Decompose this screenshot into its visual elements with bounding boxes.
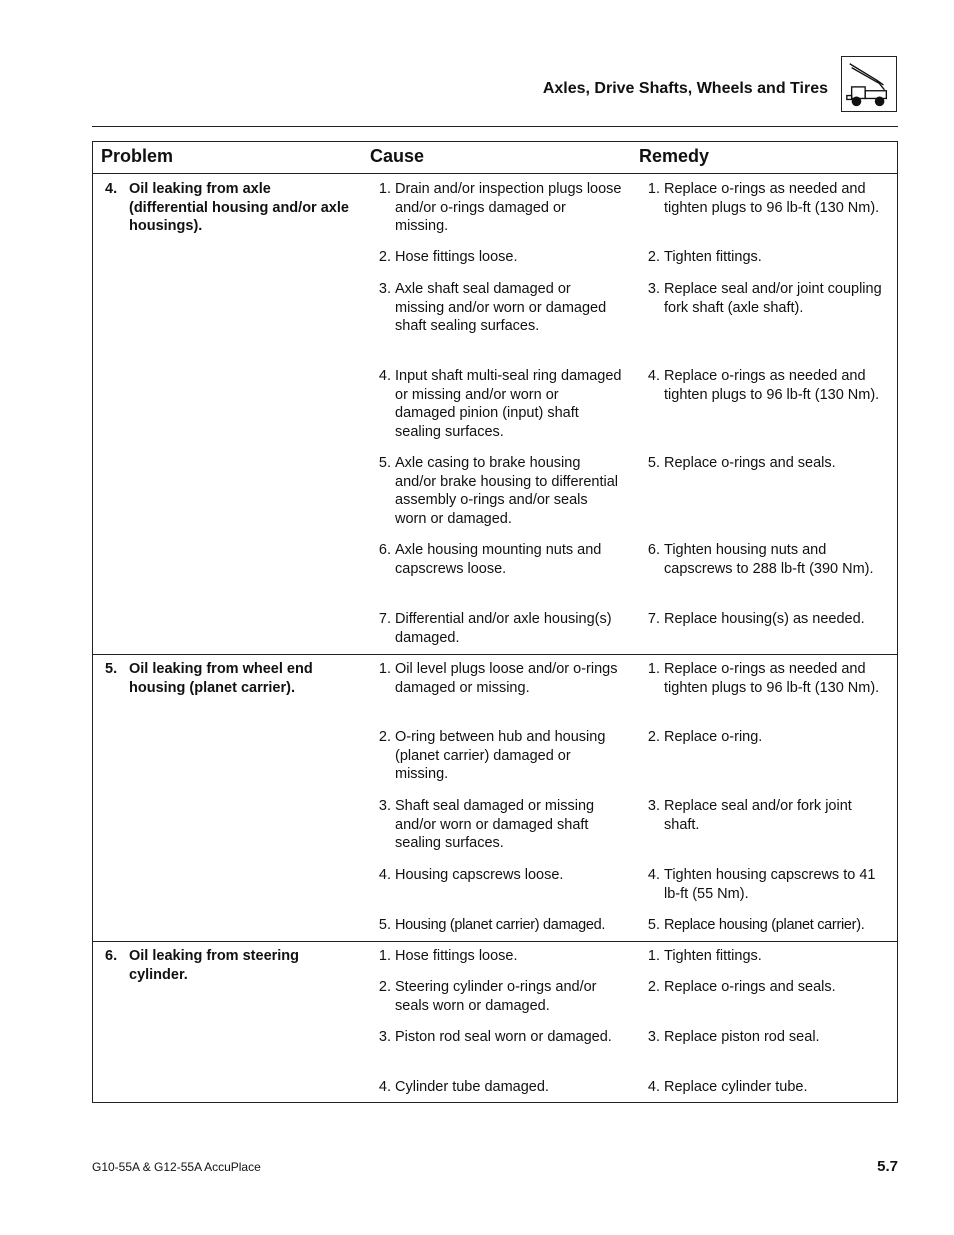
section-title: Axles, Drive Shafts, Wheels and Tires [542,80,828,97]
footer-model: G10-55A & G12-55A AccuPlace [92,1160,261,1174]
column-header-cause: Cause [370,146,425,166]
header-divider [92,126,898,127]
column-header-remedy: Remedy [639,146,710,166]
header-row-divider [93,173,897,174]
page-number: 5.7 [877,1158,898,1175]
telehandler-icon [841,56,897,112]
column-header-problem: Problem [101,146,174,166]
row-divider [93,654,897,655]
row-divider [93,941,897,942]
troubleshooting-table: Problem Cause Remedy 4. Oil leaking from axle (differential housing and/or axle housings). 1. Drain and/or inspection plugs loose and/or o-rings damaged or missing. 2. Hose fittings loose. 3. Axle shaft seal damaged or missing and/or worn or damaged shaft sealing surfaces. 4. Input shaft multi-seal ring damaged or missing and/or worn or damaged pinion (input) shaft sealing surfaces. 5. Axle casing to brake housing and/or brake housing to differential assembly o-rings and/or seals worn or damaged. 6. Axle housing mounting nuts and capscrews loose. 7. Differential and/or axle housing(s) damaged. 1. Replace o-rings as needed and tighten plugs to 96 lb-ft (130 Nm). 2. Tighten fittings. 3. Replace seal and/or joint coupling fork shaft (axle shaft). 4. Replace o-rings as needed and tighten plugs to 96 lb-ft (130 Nm). 5. Replace o-rings and seals. 6. Tighten housing nuts and capscrews to 288 lb-ft (390 Nm). 7. Replace housing(s) as needed. 5. Oil leaking from wheel end housing (planet carrier). 1. Oil level plugs loose and/or o-rings damaged or missing. 2. O-ring between hub and housing (planet carrier) damaged or missing. 3. Shaft seal damaged or missing and/or worn or damaged shaft sealing surfaces. 4. Housing capscrews loose. 5. Housing (planet carrier) damaged. 1. Replace o-rings as needed and tighten plugs to 96 lb-ft (130 Nm). 2. Replace o-ring. 3. Replace seal and/or fork joint shaft. 4. Tighten housing capscrews to 41 lb-ft (55 Nm). 5. Replace housing (planet carrier). 6. Oil leaking from steering cylinder. 1. Hose fittings loose. 2. Steering cylinder o-rings and/or seals worn or damaged. 3. Piston rod seal worn or damaged. 4. Cylinder tube damaged. 1. Tighten fittings. 2. Replace o-rings and seals. 3. Replace piston rod seal. 4. Replace cylinder tube. [92,141,898,1103]
